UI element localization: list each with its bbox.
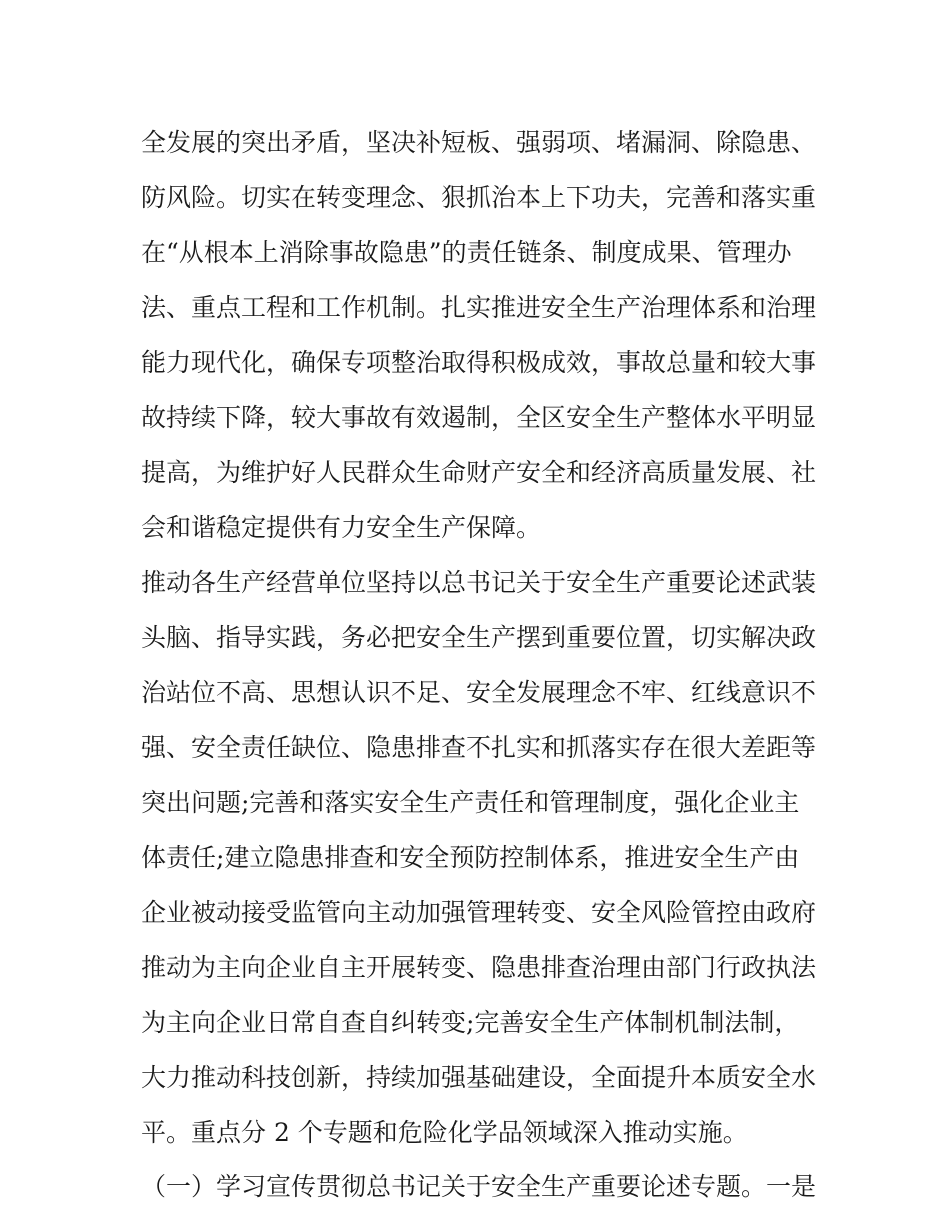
paragraph-2-line-11: 平。重点分 2 个专题和危险化学品领域深入推动实施。 (141, 1118, 748, 1147)
paragraph-2-line-3: 治站位不高、思想认识不足、安全发展理念不牢、红线意识不 (141, 678, 817, 707)
paragraph-2-line-1: 推动各生产经营单位坚持以总书记关于安全生产重要论述武装 (141, 568, 817, 597)
paragraph-1-line-3: 在“从根本上消除事故隐患”的责任链条、制度成果、管理办 (141, 238, 792, 267)
paragraph-2-line-8: 推动为主向企业自主开展转变、隐患排查治理由部门行政执法 (141, 953, 817, 982)
paragraph-2-line-2: 头脑、指导实践，务必把安全生产摆到重要位置，切实解决政 (141, 623, 817, 652)
paragraph-2-line-5: 突出问题;完善和落实安全生产责任和管理制度，强化企业主 (141, 788, 800, 817)
paragraph-1-line-4: 法、重点工程和工作机制。扎实推进安全生产治理体系和治理 (141, 293, 817, 322)
paragraph-2-line-10: 大力推动科技创新，持续加强基础建设，全面提升本质安全水 (141, 1063, 817, 1092)
paragraph-2-line-6: 体责任;建立隐患排查和安全预防控制体系，推进安全生产由 (141, 843, 800, 872)
paragraph-2-line-9: 为主向企业日常自查自纠转变;完善安全生产体制机制法制， (141, 1008, 800, 1037)
paragraph-1-line-5: 能力现代化，确保专项整治取得积极成效，事故总量和较大事 (141, 348, 817, 377)
paragraph-1-line-2: 防风险。切实在转变理念、狠抓治本上下功夫，完善和落实重 (141, 183, 817, 212)
paragraph-2-line-4: 强、安全责任缺位、隐患排查不扎实和抓落实存在很大差距等 (141, 733, 817, 762)
paragraph-1-line-7: 提高，为维护好人民群众生命财产安全和经济高质量发展、社 (141, 458, 817, 487)
section-heading-1: （一）学习宣传贯彻总书记关于安全生产重要论述专题。一是 (141, 1172, 817, 1201)
paragraph-1-line-1: 全发展的突出矛盾，坚决补短板、强弱项、堵漏洞、除隐患、 (141, 128, 817, 157)
paragraph-1-line-8: 会和谐稳定提供有力安全生产保障。 (141, 513, 542, 542)
paragraph-1-line-6: 故持续下降，较大事故有效遏制，全区安全生产整体水平明显 (141, 403, 817, 432)
paragraph-2-line-7: 企业被动接受监管向主动加强管理转变、安全风险管控由政府 (141, 898, 817, 927)
